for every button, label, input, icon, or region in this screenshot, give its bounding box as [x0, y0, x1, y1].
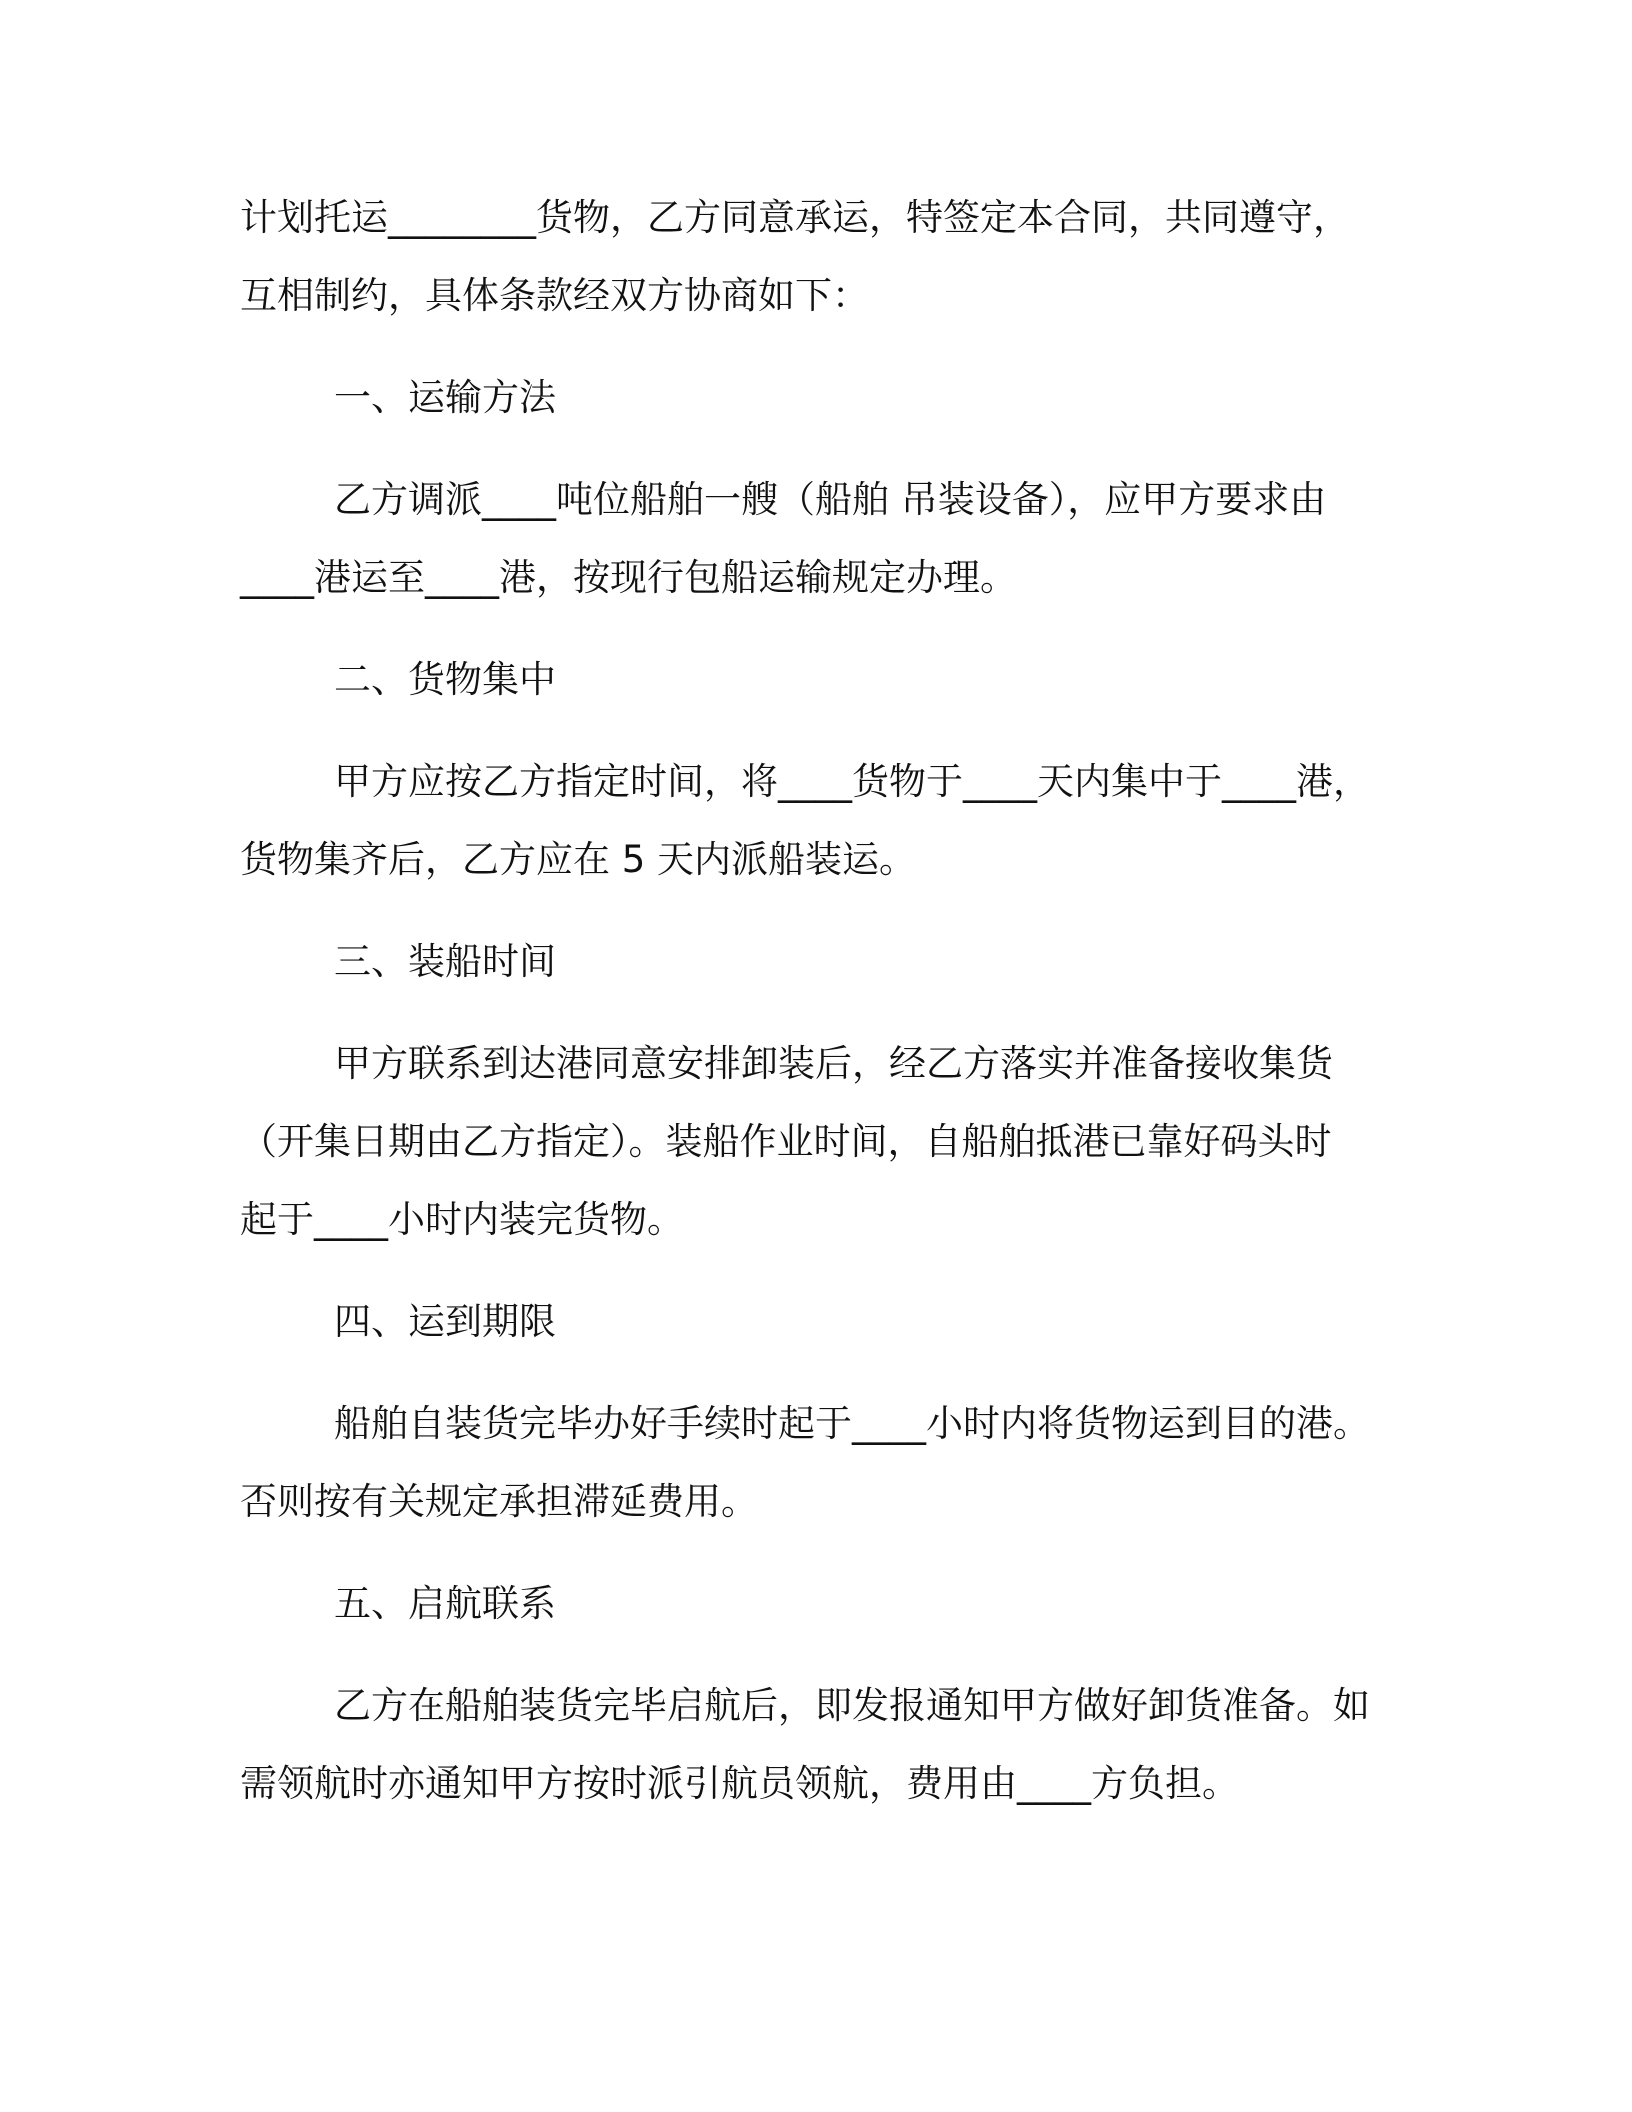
- paragraph-line: ____港运至____港，按现行包船运输规定办理。: [240, 556, 1017, 599]
- paragraph-line: 乙方在船舶装货完毕启航后，即发报通知甲方做好卸货准备。如: [334, 1684, 1370, 1727]
- paragraph-line: 计划托运________货物，乙方同意承运，特签定本合同，共同遵守，: [240, 196, 1350, 239]
- section-heading: 五、启航联系: [334, 1582, 556, 1625]
- paragraph-line: 需领航时亦通知甲方按时派引航员领航，费用由____方负担。: [240, 1762, 1239, 1805]
- paragraph-line: 否则按有关规定承担滞延费用。: [240, 1480, 758, 1523]
- paragraph-line: 甲方应按乙方指定时间，将____货物于____天内集中于____港，: [334, 760, 1370, 803]
- paragraph-line: 互相制约，具体条款经双方协商如下：: [240, 274, 869, 317]
- paragraph-line: 乙方调派____吨位船舶一艘（船舶 吊装设备），应甲方要求由: [334, 478, 1327, 521]
- paragraph-line: （开集日期由乙方指定）。装船作业时间，自船舶抵港已靠好码头时: [240, 1120, 1332, 1163]
- section-heading: 四、运到期限: [334, 1300, 556, 1343]
- paragraph-line: 船舶自装货完毕办好手续时起于____小时内将货物运到目的港。: [334, 1402, 1370, 1445]
- paragraph-line: 货物集齐后，乙方应在 5 天内派船装运。: [240, 838, 917, 881]
- section-heading: 一、运输方法: [334, 376, 556, 419]
- paragraph-line: 起于____小时内装完货物。: [240, 1198, 684, 1241]
- section-heading: 二、货物集中: [334, 658, 556, 701]
- paragraph-line: 甲方联系到达港同意安排卸装后，经乙方落实并准备接收集货: [334, 1042, 1333, 1085]
- section-heading: 三、装船时间: [334, 940, 556, 983]
